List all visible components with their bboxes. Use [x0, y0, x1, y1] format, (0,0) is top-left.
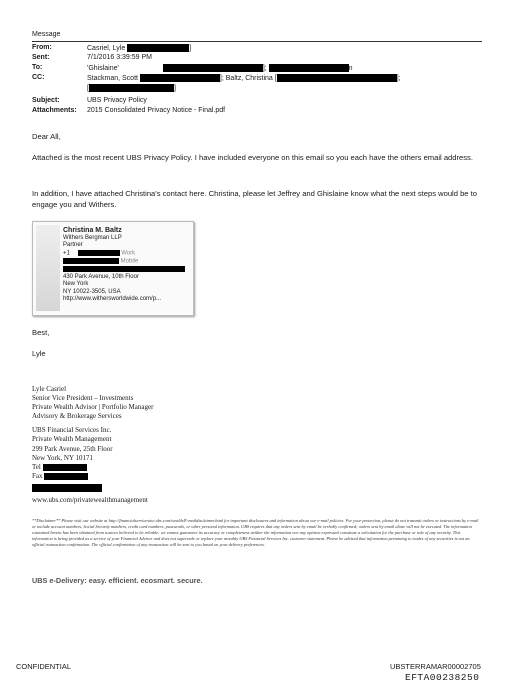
card-mobile-phone: [63, 258, 191, 266]
from-tail: ]: [189, 44, 192, 52]
disclaimer-text: **Disclaimer** Please visit our website at http://financialservicesinc.ubs.com/wealth/E-maildisclaimer.html for important disclosures and information about our e-mail policies. For your protection, please do not transmit orders or instructions by e-mail or include account numbers, Social Security numbers, credit card numbers, passwords, or other personal information. UBS requires that any orders sent by email be verbally confirmed; orders sent by email alone will not be executed. The information contained herein has been obtained from sources believed to be reliable; we cannot guarantee its accuracy or completeness neither the information nor any opinion expressed constitute a solicitation for the purchase or sale of any security. This information is being provided as a service of your Financial Advisor and does not supersede or replace your monthly UBS Financial Services Inc. customer statement. Please be advised that information pertaining to trades of any securities is not an official transaction confirmation. The official confirmation of any transaction will be sent to you based on your delivery preferences.: [32, 518, 479, 547]
redaction-block: [43, 464, 87, 471]
card-mobile-label: Mobile: [120, 258, 139, 265]
card-photo-placeholder: [36, 225, 60, 311]
redaction-block: [127, 44, 192, 52]
redaction-block: [63, 266, 185, 272]
redaction-block: [140, 74, 220, 82]
card-work-label: Work: [121, 250, 136, 257]
cc-tail-b: ];: [396, 74, 401, 82]
attachment-link[interactable]: 2015 Consolidated Privacy Notice - Final.pdf: [87, 107, 226, 114]
card-url-link[interactable]: http://www.withersworldwide.com/p...: [63, 295, 162, 302]
sig-tel-label: Tel: [32, 462, 41, 471]
cc-line2-close: ]: [173, 84, 176, 92]
sent-value: 7/1/2016 3:39:59 PM: [87, 54, 152, 61]
from-value: Casriel, Lyle: [87, 44, 126, 52]
sig-email-row: [32, 484, 332, 493]
redaction-block: [277, 74, 397, 82]
sig-address-2: New York, NY 10171: [32, 453, 93, 462]
card-address-1: 430 Park Avenue, 10th Floor: [63, 273, 139, 280]
sig-title: Senior Vice President – Investments: [32, 394, 134, 403]
signature-block: [32, 385, 332, 505]
sig-company: UBS Financial Services Inc.: [32, 426, 112, 435]
body-paragraph-1: Attached is the most recent UBS Privacy Policy. I have included everyone on this email so you each have the others email address.: [32, 153, 473, 162]
cc-field: [87, 74, 401, 82]
redaction-block: [163, 64, 263, 72]
card-work-phone: [63, 250, 191, 258]
attachments-key: Attachments:: [32, 107, 77, 114]
to-field: [87, 64, 353, 72]
card-phone-prefix: +1: [63, 250, 70, 257]
card-email-row: [63, 266, 191, 274]
redaction-block: [89, 84, 174, 92]
cc-value: Stackman, Scott: [87, 74, 138, 82]
sig-tel-row: [32, 463, 332, 472]
contact-card: [32, 221, 194, 316]
sig-division: Private Wealth Management: [32, 435, 112, 444]
cc-key: CC:: [32, 74, 45, 81]
cc-tail-a: ]; Baltz, Christina [: [219, 74, 277, 82]
card-address-3: NY 10022-3505, USA: [63, 288, 121, 295]
bates-number: UBSTERRAMAR00002705: [390, 662, 481, 671]
redaction-block: [44, 473, 88, 480]
card-company: Withers Bergman LLP: [63, 235, 122, 241]
sig-fax-row: [32, 472, 332, 481]
subject-key: Subject:: [32, 97, 60, 104]
closing: Best,: [32, 328, 50, 337]
message-label: Message: [32, 31, 61, 38]
sig-role: Private Wealth Advisor | Portfolio Manager: [32, 403, 154, 412]
greeting: Dear All,: [32, 132, 61, 141]
sender-first-name: Lyle: [32, 349, 46, 358]
body-paragraph-2: In addition, I have attached Christina's contact here. Christina, please let Jeffrey and Ghislaine know what the next steps would be to engage you and Withers.: [32, 189, 477, 209]
to-key: To:: [32, 64, 43, 71]
sent-key: Sent:: [32, 54, 50, 61]
efta-number: EFTA00238250: [405, 672, 480, 683]
edelivery-tagline: UBS e-Delivery: easy. efficient. ecosmart. secure.: [32, 576, 203, 585]
confidential-label: CONFIDENTIAL: [16, 662, 72, 671]
sig-address-1: 299 Park Avenue, 25th Floor: [32, 444, 113, 453]
redaction-block: [269, 64, 349, 72]
subject-value: UBS Privacy Policy: [87, 97, 147, 104]
to-tail-b: n: [348, 64, 353, 72]
redaction-block: [32, 484, 102, 492]
header-rule: [32, 41, 482, 42]
sig-fax-label: Fax: [32, 471, 43, 480]
cc-line2: [87, 84, 176, 92]
sig-dept: Advisory & Brokerage Services: [32, 412, 122, 421]
sig-name: Lyle Casriel: [32, 385, 67, 393]
from-key: From:: [32, 44, 52, 51]
to-value: 'Ghislaine': [87, 64, 119, 72]
card-name: Christina M. Baltz: [63, 227, 122, 234]
from-field: [87, 44, 191, 52]
card-title: Partner: [63, 242, 83, 249]
to-tail-a: ];: [262, 64, 267, 72]
redaction-block: [78, 250, 120, 256]
card-address-2: New York: [63, 281, 89, 288]
redaction-block: [63, 258, 119, 264]
sig-website-link[interactable]: www.ubs.com/privatewealthmanagement: [32, 496, 148, 505]
